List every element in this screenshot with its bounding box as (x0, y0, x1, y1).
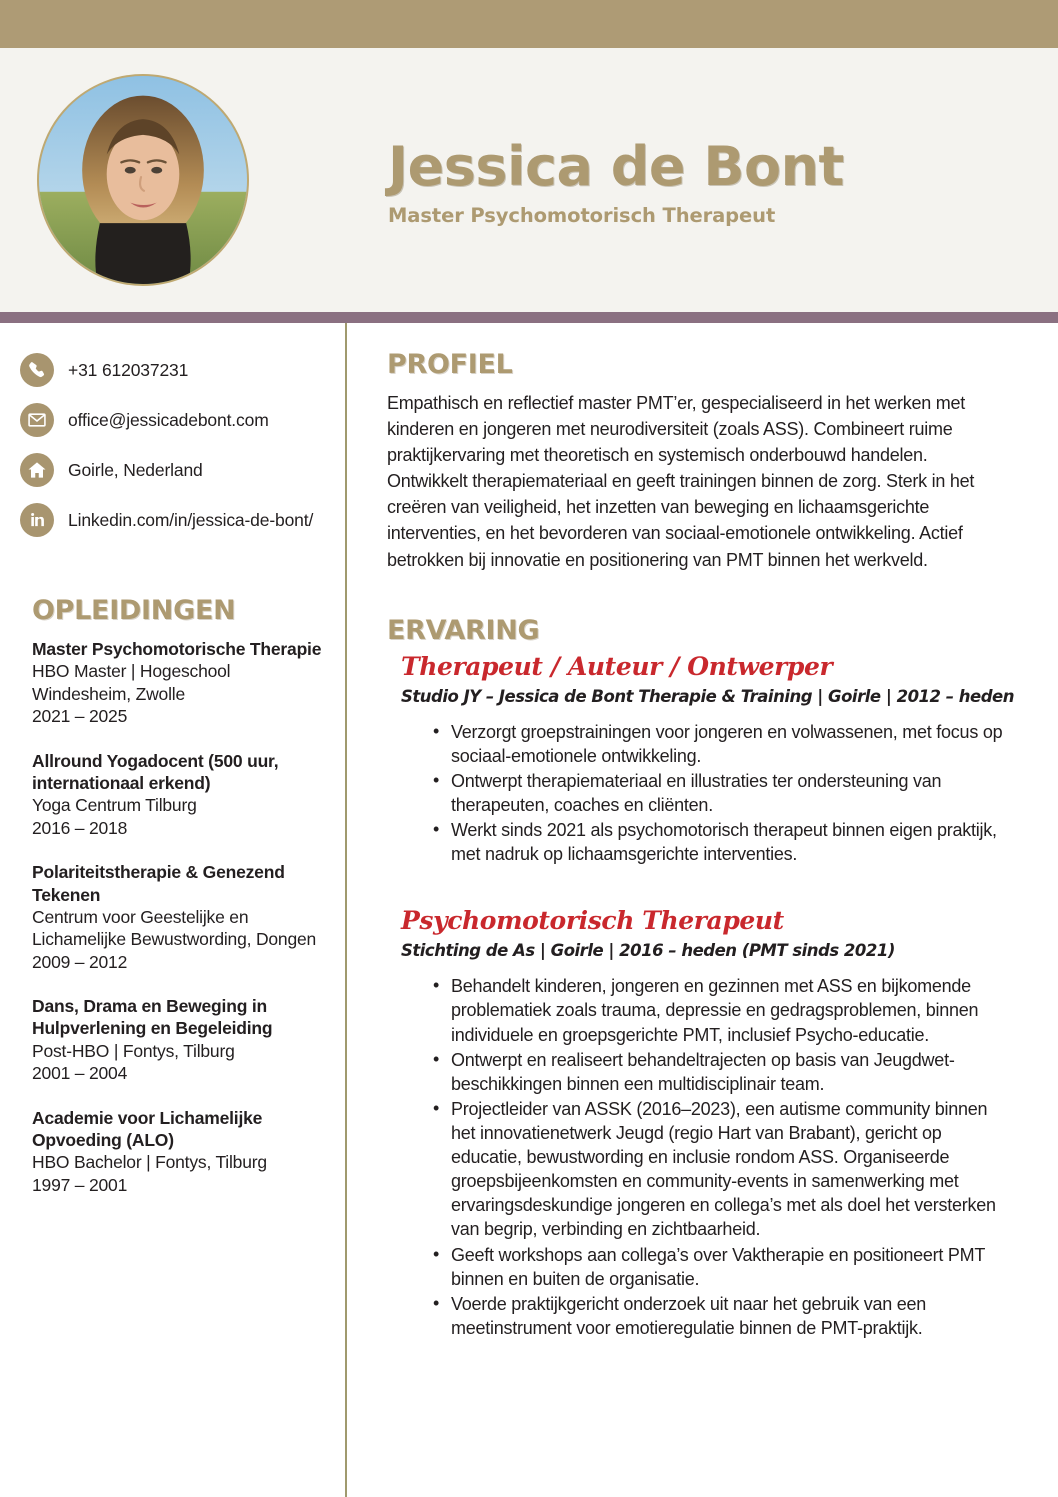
list-item (32, 861, 331, 973)
profile-paragraph: Empathisch en reflectief master PMT’er, gespecialiseerd in het werken met kinderen en jongeren met neurodiversiteit (zoals ASS). Combineert ruime praktijkervaring met theoretisch en systemisch onderbouwd handelen. Ontwikkelt therapiemateriaal en geeft trainingen binnen de zorg. Sterk in het creëren van veiligheid, het inzetten van beweging en lichaamsgerichte interventies, en het bevorderen van sociaal-emotionele ontwikkeling. Actief betrokken bij innovatie en positionering van PMT binnen het werkveld. (387, 393, 975, 570)
education-institution: HBO Bachelor | Fontys, Tilburg (32, 1152, 267, 1173)
contact-item-email[interactable] (14, 403, 331, 437)
education-list (32, 638, 331, 1196)
job-title: Psychomotorisch Therapeut (401, 906, 784, 936)
education-period: 2009 – 2012 (32, 951, 128, 972)
list-item: • Geeft workshops aan collega’s over Vaktherapie en positioneert PMT binnen en buiten de organisatie. (433, 1243, 1013, 1291)
job-meta: Studio JY – Jessica de Bont Therapie & Training | Goirle | 2012 – heden (401, 686, 1014, 706)
education-title: Master Psychomotorische Therapie (32, 639, 322, 659)
list-item (32, 1107, 331, 1197)
list-item: • Verzorgt groepstrainingen voor jongeren en volwassenen, met focus op sociaal-emotionele ontwikkeling. (433, 720, 1013, 768)
list-item: • Behandelt kinderen, jongeren en gezinnen met ASS en bijkomende problematiek zoals trauma, depressie en gedragsproblemen, binnen individuele en groepsgerichte PMT, inclusief Psycho-educatie. (433, 974, 1013, 1046)
education-institution: HBO Master | Hogeschool Windesheim, Zwolle (32, 661, 231, 704)
name-title-block (388, 133, 844, 228)
portrait-photo (37, 74, 249, 286)
email-value: office@jessicadebont.com (68, 409, 269, 430)
experience-entry (387, 906, 1028, 1340)
linkedin-value: Linkedin.com/in/jessica-de-bont/ (68, 509, 314, 530)
experience-section-heading: ERVARING (387, 614, 540, 646)
portrait-illustration (39, 76, 247, 284)
education-period: 2001 – 2004 (32, 1063, 128, 1084)
phone-icon (20, 353, 54, 387)
contact-list (14, 353, 331, 537)
cv-body (0, 323, 1058, 1497)
professional-subtitle: Master Psychomotorisch Therapeut (388, 204, 776, 228)
job-responsibility-list (433, 720, 1028, 867)
sidebar (0, 323, 345, 1497)
experience-entry (387, 652, 1028, 867)
avatar (37, 74, 249, 286)
job-responsibility-list (433, 974, 1028, 1340)
job-title: Therapeut / Auteur / Ontwerper (401, 651, 833, 681)
header-divider-rule (0, 312, 1058, 323)
education-period: 1997 – 2001 (32, 1174, 128, 1195)
home-icon (20, 453, 54, 487)
education-institution: Yoga Centrum Tilburg (32, 795, 197, 816)
contact-item-linkedin[interactable] (14, 503, 331, 537)
list-item: • Projectleider van ASSK (2016–2023), een autisme community binnen het innovatienetwerk Jeugd (regio Hart van Brabant), gericht op educatie, bewustwording en inclusie rondom ASS. Organiseerde groepsbijeenkomsten en community-events in samenwerking met ervaringsdeskundige jongeren en collega’s met als doel het versterken van begrip, verbinding en zichtbaarheid. (433, 1097, 1013, 1242)
education-period: 2016 – 2018 (32, 817, 128, 838)
education-section-heading: OPLEIDINGEN (32, 595, 236, 626)
education-period: 2021 – 2025 (32, 706, 128, 727)
education-title: Academie voor Lichamelijke Opvoeding (ALO) (32, 1107, 263, 1151)
education-title: Allround Yogadocent (500 uur, internationaal erkend) (32, 750, 279, 793)
top-banner-bar (0, 0, 1058, 48)
list-item (32, 995, 331, 1085)
education-institution: Centrum voor Geestelijke en Lichamelijke Bewustwording, Dongen (32, 906, 317, 950)
profile-section-heading: PROFIEL (387, 349, 513, 380)
contact-item-phone[interactable] (14, 353, 331, 387)
list-item: • Voerde praktijkgericht onderzoek uit naar het gebruik van een meetinstrument voor emotieregulatie binnen de PMT-praktijk. (433, 1292, 1013, 1340)
envelope-icon (20, 403, 54, 437)
education-title: Dans, Drama en Beweging in Hulpverlening en Begeleiding (32, 996, 273, 1039)
education-institution: Post-HBO | Fontys, Tilburg (32, 1040, 235, 1061)
linkedin-icon (20, 503, 54, 537)
main-content (347, 323, 1058, 1497)
list-item (32, 638, 331, 728)
list-item: • Werkt sinds 2021 als psychomotorisch therapeut binnen eigen praktijk, met nadruk op lichaamsgerichte interventies. (433, 818, 1013, 866)
list-item (32, 750, 331, 840)
education-title: Polariteitstherapie & Genezend Tekenen (32, 862, 285, 905)
phone-value: +31 612037231 (68, 359, 189, 380)
location-value: Goirle, Nederland (68, 459, 203, 480)
contact-item-location[interactable] (14, 453, 331, 487)
list-item: • Ontwerpt therapiemateriaal en illustraties ter ondersteuning van therapeuten, coaches en cliënten. (433, 769, 1013, 817)
job-meta: Stichting de As | Goirle | 2016 – heden (PMT sinds 2021) (401, 941, 895, 961)
cv-header (0, 48, 1058, 312)
list-item: • Ontwerpt en realiseert behandeltrajecten op basis van Jeugdwet-beschikkingen binnen een multidisciplinair team. (433, 1048, 1013, 1096)
page-title: Jessica de Bont (388, 134, 844, 198)
